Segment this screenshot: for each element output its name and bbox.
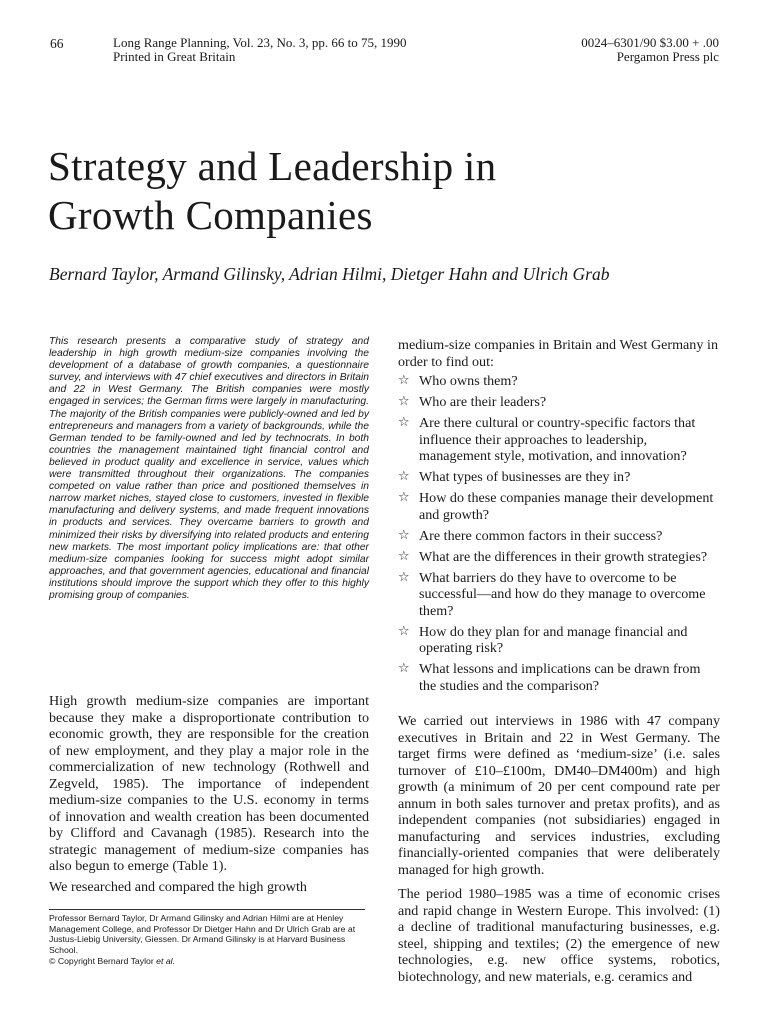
question-text: What lessons and implications can be drawn from the studies and the comparison? bbox=[419, 661, 701, 694]
question-text: What barriers do they have to overcome to be successful—and how do they manage to overcome them? bbox=[419, 569, 706, 619]
list-item bbox=[398, 394, 720, 411]
abstract: This research presents a comparative study of strategy and leadership in high growth medium-size companies involving the development of a database of growth companies, a questionnaire survey, and interviews with 47 chief executives and directors in Britain and 22 in West Germany. The British companies were mostly engaged in services; the German firms were largely in manufacturing. The majority of the British companies were publicly-owned and led by entrepreneurs and managers from a variety of backgrounds, while the German tended to be family-owned and led by technocrats. In both countries the management maintained tight financial control and believed in product quality and excellence in service, values which were transmitted throughout their organizations. The companies competed on value rather than price and positioned themselves in narrow market niches, stayed close to customers, invested in flexible manufacturing and delivery systems, and made frequent innovations in products and services. They overcame barriers to growth and minimized their risks by diversifying into related products and entering new markets. The most important policy implications are: that other medium-size companies looking for success might adopt similar approaches, and that government agencies, educational and financial institutions should improve the support which they offer to this highly promising group of companies. bbox=[49, 336, 369, 601]
body-paragraph: High growth medium-size companies are important because they make a disproportionate contribution to economic growth, they are responsible for the creation of new employment, and they play a major role in the commercialization of new technology (Rothwell and Zegveld, 1985). The importance of independent medium-size companies to the U.S. economy in terms of innovation and wealth creation has been documented by Clifford and Cavanagh (1985). Research into the strategic management of medium-size companies has also begun to emerge (Table 1). bbox=[49, 693, 369, 874]
body-paragraph: We carried out interviews in 1986 with 47 company executives in Britain and 22 in West Germany. The target firms were defined as ‘medium-size’ (i.e. sales turnover of £10–£100m, DM40–DM400m) and high growth (a minimum of 20 per cent compound rate per annum in both sales turnover and pretax profits), and as independent companies (not subsidiaries) engaged in manufacturing and services industries, excluding financially-oriented companies that were deliberately managed for high growth. bbox=[398, 713, 720, 878]
list-item bbox=[398, 528, 720, 545]
issn-price-code: 0024–6301/90 $3.00 + .00 bbox=[581, 35, 719, 50]
research-questions-list bbox=[398, 373, 720, 699]
printed-in-line: Printed in Great Britain bbox=[113, 49, 236, 64]
copyright-etal: et al. bbox=[156, 955, 176, 966]
question-text: What types of businesses are they in? bbox=[419, 469, 631, 485]
list-item bbox=[398, 469, 720, 486]
author-list: Bernard Taylor, Armand Gilinsky, Adrian Hilmi, Dietger Hahn and Ulrich Grab bbox=[49, 264, 610, 284]
title-line: Growth Companies bbox=[48, 192, 373, 238]
star-bullet-icon: ☆ bbox=[398, 623, 410, 639]
star-bullet-icon: ☆ bbox=[398, 490, 410, 505]
question-text: How do they plan for and manage financial and operating risk? bbox=[419, 623, 688, 656]
question-text: Who are their leaders? bbox=[419, 394, 547, 410]
title-line: Strategy and Leadership in bbox=[48, 143, 497, 189]
question-text: What are the differences in their growth strategies? bbox=[419, 548, 708, 565]
star-bullet-icon: ☆ bbox=[398, 394, 410, 409]
question-text: Are there common factors in their success? bbox=[419, 527, 663, 544]
footnote-divider bbox=[49, 909, 365, 910]
question-text: Who owns them? bbox=[419, 373, 518, 389]
star-bullet-icon: ☆ bbox=[398, 415, 410, 430]
list-item bbox=[398, 415, 720, 465]
author-affiliation-footnote bbox=[49, 913, 369, 967]
question-text: Are there cultural or country-specific factors that influence their approaches to leadership, management style, motivation, and innovation? bbox=[419, 415, 696, 464]
star-bullet-icon: ☆ bbox=[398, 373, 410, 388]
star-bullet-icon: ☆ bbox=[398, 469, 410, 484]
page-number: 66 bbox=[50, 36, 64, 51]
list-item bbox=[398, 490, 720, 523]
question-text: How do these companies manage their development and growth? bbox=[419, 490, 714, 523]
publisher-block bbox=[581, 36, 719, 64]
list-item bbox=[398, 570, 720, 620]
star-bullet-icon: ☆ bbox=[398, 661, 410, 676]
list-item bbox=[398, 661, 720, 694]
journal-citation bbox=[113, 36, 406, 64]
star-bullet-icon: ☆ bbox=[398, 569, 410, 585]
body-paragraph: The period 1980–1985 was a time of economic crises and rapid change in Western Europe. This involved: (1) a decline of traditional manufacturing businesses, e.g. steel, shipping and textiles; (2) the emergence of new technologies, e.g. new office systems, robotics, biotechnology, and new materials, e.g. ceramics and bbox=[398, 886, 720, 985]
journal-citation-line: Long Range Planning, Vol. 23, No. 3, pp. 66 to 75, 1990 bbox=[113, 35, 407, 50]
star-bullet-icon: ☆ bbox=[398, 548, 410, 564]
copyright-text: © Copyright Bernard Taylor bbox=[49, 955, 154, 966]
list-item bbox=[398, 624, 720, 657]
publisher-name: Pergamon Press plc bbox=[616, 49, 719, 64]
list-item bbox=[398, 373, 720, 390]
body-paragraph: We researched and compared the high growth bbox=[49, 879, 307, 895]
list-item bbox=[398, 549, 720, 566]
article-title bbox=[48, 142, 728, 240]
star-bullet-icon: ☆ bbox=[398, 527, 410, 543]
affiliation-text: Professor Bernard Taylor, Dr Armand Gilinsky and Adrian Hilmi are at Henley Management College, and Professor Dr Dietger Hahn and Dr Ulrich Grab are at Justus-Liebig University, Giessen. Dr Armand Gilinsky is at Harvard Business School. bbox=[49, 913, 356, 956]
body-paragraph: medium-size companies in Britain and West Germany in order to find out: bbox=[398, 337, 718, 370]
